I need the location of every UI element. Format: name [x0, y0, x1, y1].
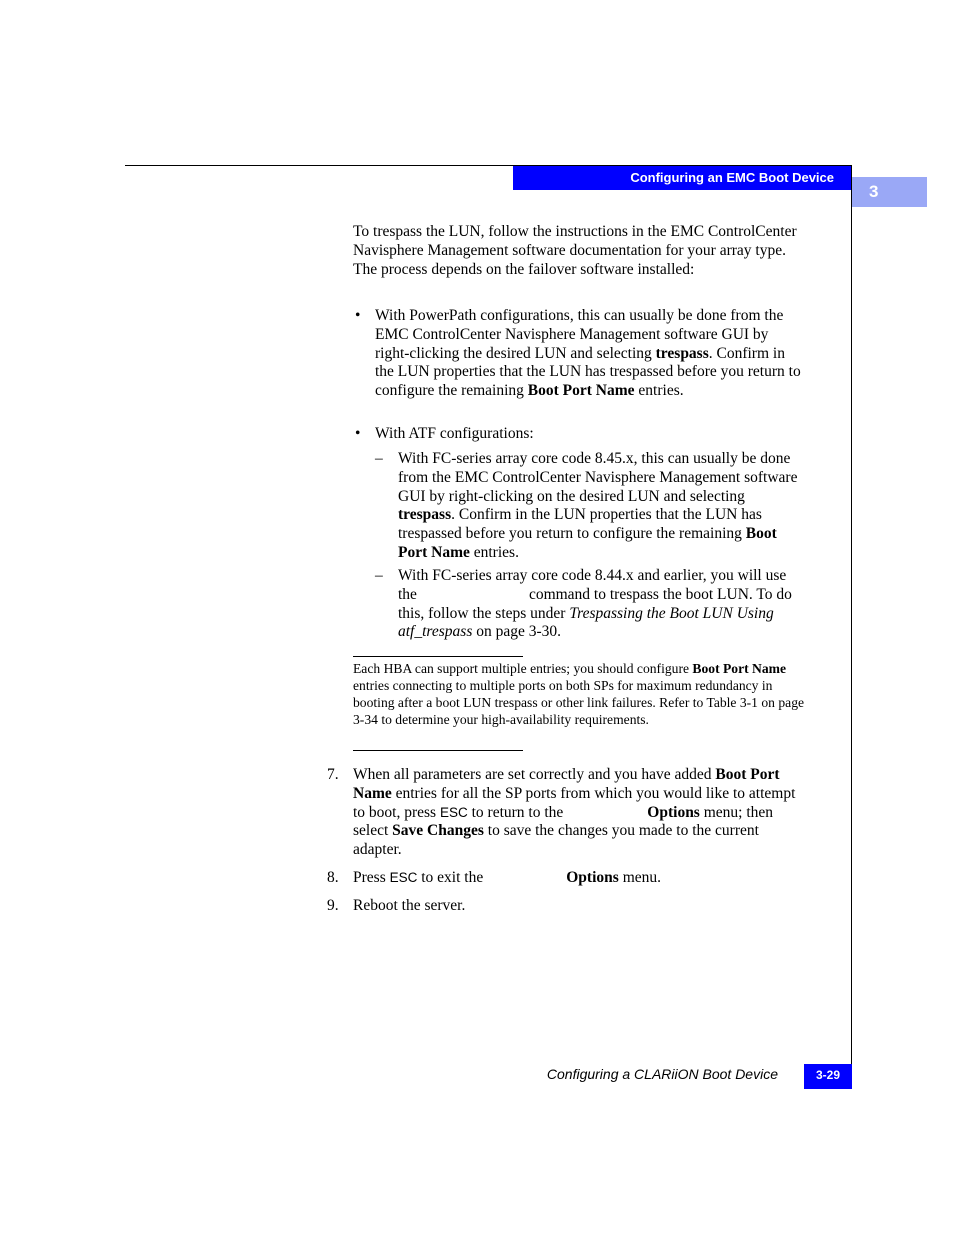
bullet-marker: • [355, 425, 361, 442]
bullet-marker: • [355, 307, 361, 324]
step-7: When all parameters are set correctly and you have added Boot Port Name entries for all the SP ports from which you would like to attempt to boot, press ESC to return to the Options menu; then select Save Changes to save the changes you made to the current adapter. [353, 766, 796, 859]
page-number: 3-29 [804, 1064, 852, 1089]
section-header [513, 166, 851, 190]
note-text: Each HBA can support multiple entries; you should configure Boot Port Name entries connecting to multiple ports on both SPs for maximum redundancy in booting after a boot LUN trespass or other link failures. Refer to Table 3-1 on page 3-34 to determine your high-availability requirements. [353, 661, 805, 727]
note-top-rule [353, 656, 523, 657]
dash-item-845: With FC-series array core code 8.45.x, this can usually be done from the EMC ControlCenter Navisphere Management software GUI by right-clicking on the desired LUN and selecting trespass. Confirm in the LUN properties that the LUN has trespassed before you return to configure the remaining Boot Port Name entries. [398, 450, 798, 561]
step-number: 7. [327, 766, 339, 783]
right-margin-rule [851, 165, 852, 1089]
step-number: 9. [327, 897, 339, 914]
note-bottom-rule [353, 750, 523, 751]
dash-marker: – [375, 567, 383, 584]
bullet-powerpath: With PowerPath configurations, this can usually be done from the EMC ControlCenter Navisphere Management software GUI by right-clicking the desired LUN and selecting trespass. Confirm in the LUN properties that the LUN has trespassed before you return to configure the remaining Boot Port Name entries. [375, 307, 801, 400]
footer-title: Configuring a CLARiiON Boot Device [546, 1066, 778, 1082]
dash-marker: – [375, 450, 383, 467]
bullet-atf: With ATF configurations: [375, 425, 534, 442]
step-number: 8. [327, 869, 339, 886]
dash-item-844: With FC-series array core code 8.44.x and earlier, you will use the command to trespass the boot LUN. To do this, follow the steps under Trespassing the Boot LUN Using atf_trespass on page 3-30. [398, 567, 792, 641]
intro-paragraph: To trespass the LUN, follow the instructions in the EMC ControlCenter Navisphere Management software documentation for your array type. The process depends on the failover software installed: [353, 223, 797, 278]
chapter-number: 3 [869, 182, 879, 201]
chapter-tab [852, 177, 927, 207]
section-title: Configuring an EMC Boot Device [630, 170, 834, 185]
step-9: Reboot the server. [353, 897, 466, 914]
step-8: Press ESC to exit the Options menu. [353, 869, 661, 886]
